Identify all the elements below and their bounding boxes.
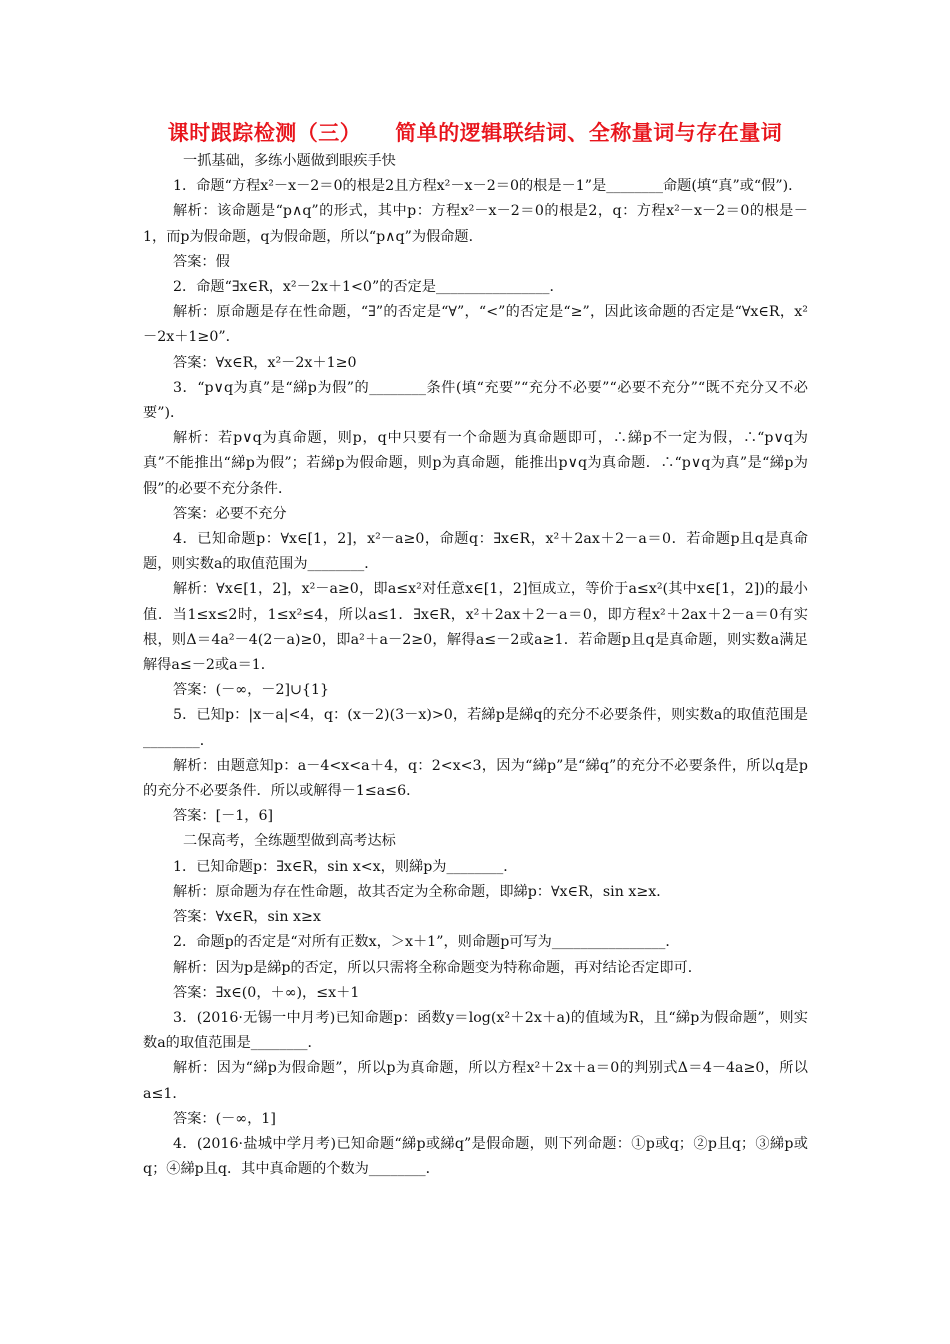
document-body (143, 149, 808, 1182)
section-heading: 一抓基础，多练小题做到眼疾手快 (183, 153, 396, 169)
paragraph: 答案：(－∞，－2]∪{1} (173, 682, 330, 699)
title-sub: 简单的逻辑联结词、全称量词与存在量词 (395, 121, 783, 145)
paragraph: 答案：∃x∈(0，＋∞)，≤x＋1 (173, 984, 360, 1001)
section-heading: 二保高考，全练题型做到高考达标 (183, 833, 396, 850)
title-main: 课时跟踪检测（三） (167, 121, 362, 145)
paragraph: 答案：∀x∈R，x²－2x＋1≥0 (173, 354, 357, 371)
paragraph: 解析：原命题为存在性命题，故其否定为全称命题，即綈p：∀x∈R，sin x≥x． (173, 883, 671, 900)
paragraph: 1．命题“方程x²－x－2＝0的根是2且方程x²－x－2＝0的根是－1”是________命题(填“真”或“假”)． (173, 178, 803, 195)
paragraph: 4．(2016·盐城中学月考)已知命题“綈p或綈q”是假命题，则下列命题：①p或q；②p且q；③綈p或q；④綈p且q．其中真命题的个数为________． (143, 1135, 808, 1178)
paragraph: 解析：∀x∈[1，2]，x²－a≥0，即a≤x²对任意x∈[1，2]恒成立，等价于a≤x²(其中x∈[1，2])的最小值．当1≤x≤2时，1≤x²≤4，所以a≤1．∃x∈R，x²＋2ax＋2－a＝0，即方程x²＋2ax＋2－a＝0有实根，则Δ＝4a²－4(2－a)≥0，即a²＋a－2≥0，解得a≤－2或a≥1．若命题p且q是真命题，则实数a满足解得a≤－2或a＝1． (143, 581, 808, 674)
paragraph: 3．(2016·无锡一中月考)已知命题p：函数y＝log(x²＋2x＋a)的值域为R，且“綈p为假命题”，则实数a的取值范围是________． (143, 1009, 808, 1052)
paragraph: 2．命题“∃x∈R，x²－2x＋1<0”的否定是________________． (173, 279, 564, 296)
paragraph: 1．已知命题p：∃x∈R，sin x<x，则綈p为________． (173, 858, 518, 875)
paragraph: 解析：因为p是綈p的否定，所以只需将全称命题变为特称命题，再对结论否定即可． (173, 959, 702, 976)
paragraph: 4．已知命题p：∀x∈[1，2]，x²－a≥0，命题q：∃x∈R，x²＋2ax＋2－a＝0．若命题p且q是真命题，则实数a的取值范围为________． (143, 531, 808, 573)
paragraph: 解析：由题意知p：a－4<x<a＋4，q：2<x<3，因为“綈p”是“綈q”的充分不必要条件，所以q是p的充分不必要条件．所以或解得－1≤a≤6． (143, 757, 808, 800)
paragraph: 答案：假 (173, 253, 230, 270)
paragraph: 答案：必要不充分 (173, 505, 287, 522)
paragraph: 2．命题p的否定是“对所有正数x，＞x＋1”，则命题p可写为________________． (173, 934, 680, 951)
paragraph: 答案：∀x∈R，sin x≥x (173, 909, 321, 926)
page-title (0, 118, 950, 148)
paragraph: 答案：[－1，6] (173, 808, 274, 825)
paragraph: 5．已知p：|x－a|<4，q：(x－2)(3－x)>0，若綈p是綈q的充分不必要条件，则实数a的取值范围是________． (143, 707, 808, 749)
paragraph: 解析：因为“綈p为假命题”，所以p为真命题，所以方程x²＋2x＋a＝0的判别式Δ＝4－4a≥0，所以a≤1． (143, 1060, 808, 1102)
paragraph: 答案：(－∞，1] (173, 1110, 276, 1127)
paragraph: 解析：该命题是“p∧q”的形式，其中p：方程x²－x－2＝0的根是2，q：方程x²－x－2＝0的根是－1，而p为假命题，q为假命题，所以“p∧q”为假命题． (143, 203, 808, 245)
paragraph: 解析：原命题是存在性命题，“∃”的否定是“∀”，“<”的否定是“≥”，因此该命题的否定是“∀x∈R，x²－2x＋1≥0”． (143, 304, 808, 346)
paragraph: 3．“p∨q为真”是“綈p为假”的________条件(填“充要”“充分不必要”“必要不充分”“既不充分又不必要”)． (143, 379, 808, 422)
paragraph: 解析：若p∨q为真命题，则p，q中只要有一个命题为真命题即可，∴綈p不一定为假，∴“p∨q为真”不能推出“綈p为假”；若綈p为假命题，则p为真命题，能推出p∨q为真命题．∴“p∨q为真”是“綈p为假”的必要不充分条件． (143, 430, 808, 497)
